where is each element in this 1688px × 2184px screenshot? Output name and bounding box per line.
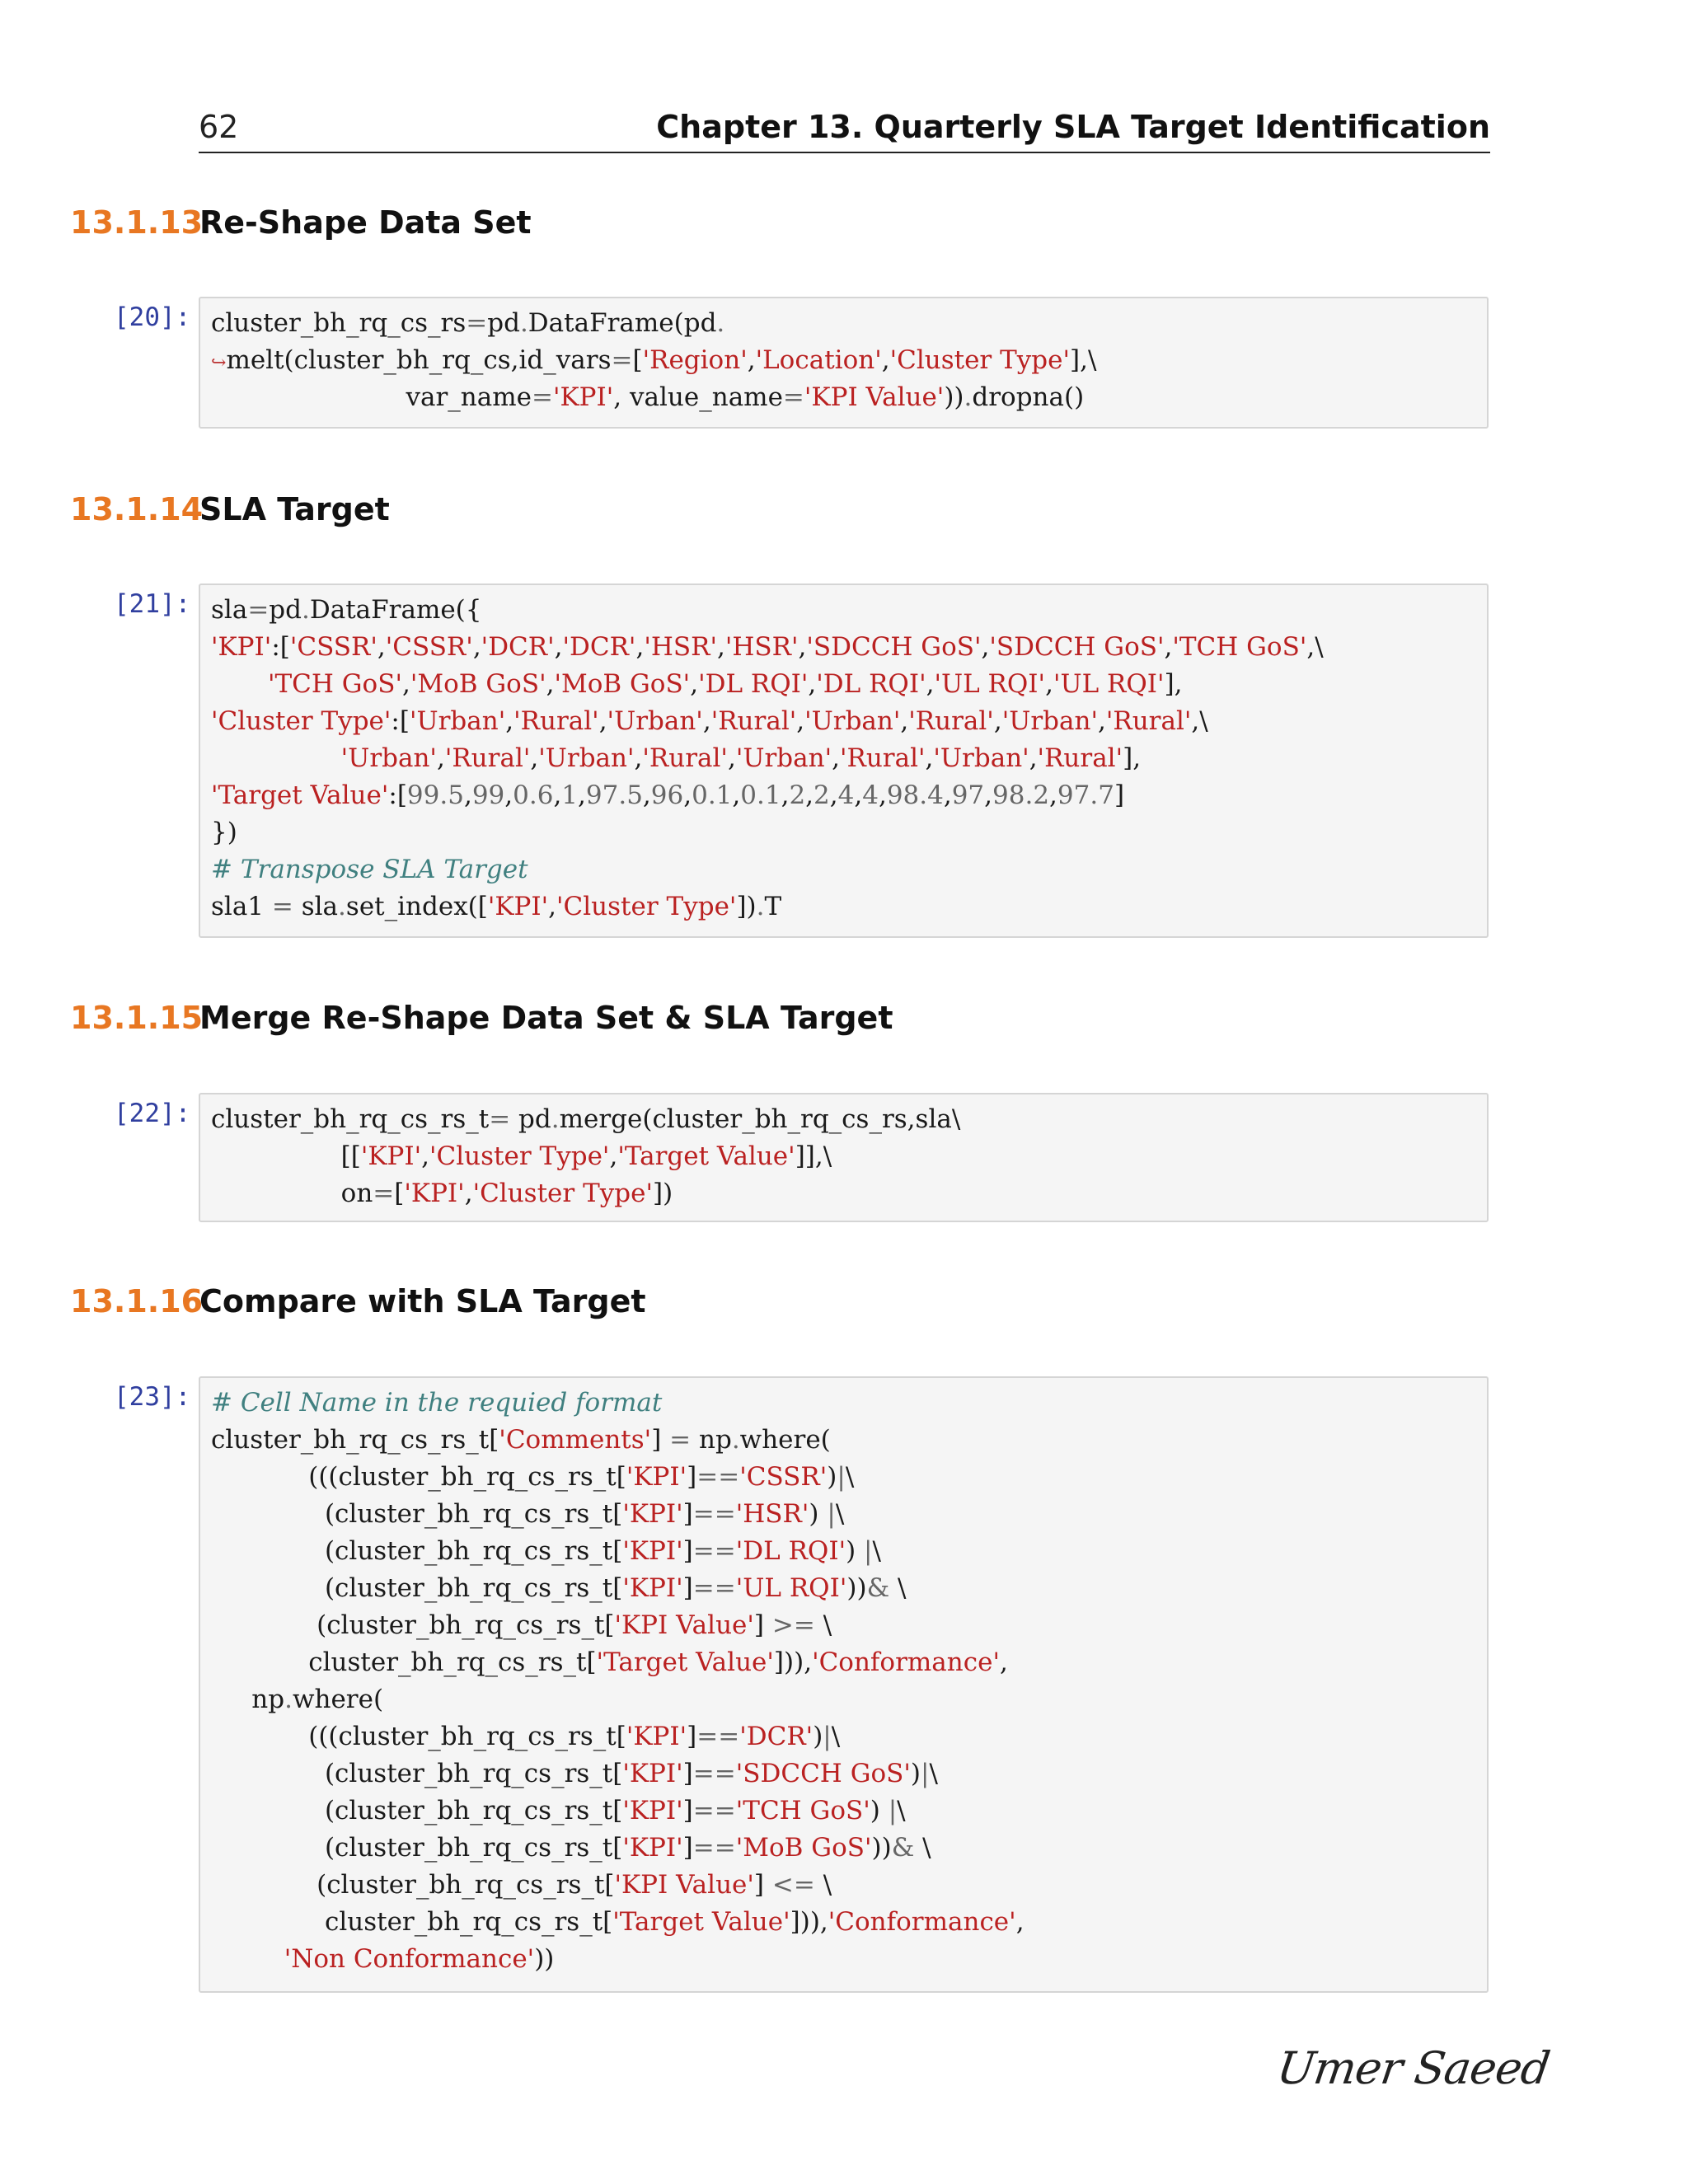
code-line: cluster_bh_rq_cs_rs_t= pd.merge(cluster_bh_rq_cs_rs,sla\ [211, 1104, 961, 1134]
code-cell[interactable] [199, 583, 1489, 938]
code-line: 'Non Conformance')) [284, 1944, 555, 1974]
code-line: 'TCH GoS','MoB GoS','MoB GoS','DL RQI','DL RQI','UL RQI','UL RQI'], [267, 669, 1183, 699]
code-line: (cluster_bh_rq_cs_rs_t['KPI']=='TCH GoS') |\ [211, 1796, 906, 1825]
code-line: cluster_bh_rq_cs_rs_t['Target Value'])),'Conformance', [211, 1647, 1008, 1677]
code-line: sla=pd.DataFrame({ [211, 595, 482, 625]
code-line: ↪melt(cluster_bh_rq_cs,id_vars=['Region','Location','Cluster Type'],\ [211, 345, 1097, 375]
code-line: on=['KPI','Cluster Type']) [211, 1179, 673, 1208]
code-line: # Cell Name in the requied format [211, 1388, 663, 1418]
cell-prompt: [21]: [114, 589, 191, 619]
code-line: 'KPI':['CSSR','CSSR','DCR','DCR','HSR','HSR','SDCCH GoS','SDCCH GoS','TCH GoS',\ [211, 632, 1324, 662]
code-line: # Transpose SLA Target [211, 855, 528, 884]
code-cell[interactable] [199, 297, 1489, 429]
code-line: cluster_bh_rq_cs_rs_t['Target Value'])),'Conformance', [211, 1907, 1025, 1937]
code-line: [['KPI','Cluster Type','Target Value']],\ [211, 1141, 832, 1171]
code-line: 'Target Value':[99.5,99,0.6,1,97.5,96,0.1,0.1,2,2,4,4,98.4,97,98.2,97.7] [211, 780, 1125, 810]
code-line: 'Urban','Rural','Urban','Rural','Urban','Rural','Urban','Rural'], [340, 743, 1142, 773]
code-line: (cluster_bh_rq_cs_rs_t['KPI']=='MoB GoS'))& \ [211, 1833, 931, 1863]
section-title: SLA Target [199, 491, 390, 527]
page-header [199, 109, 1490, 153]
chapter-title: Chapter 13. Quarterly SLA Target Identification [656, 109, 1490, 145]
code-cell[interactable] [199, 1093, 1489, 1222]
section-number: 13.1.14 [70, 491, 204, 527]
code-line: (cluster_bh_rq_cs_rs_t['KPI']=='UL RQI'))& \ [211, 1573, 907, 1603]
code-block [211, 1101, 960, 1212]
page-number: 62 [199, 109, 239, 145]
code-line: cluster_bh_rq_cs_rs=pd.DataFrame(pd. [211, 308, 725, 338]
section-number: 13.1.15 [70, 1000, 204, 1036]
code-line: (((cluster_bh_rq_cs_rs_t['KPI']=='DCR')|\ [211, 1722, 841, 1751]
code-line: (cluster_bh_rq_cs_rs_t['KPI']=='HSR') |\ [211, 1499, 845, 1529]
code-line: cluster_bh_rq_cs_rs_t['Comments'] = np.where( [211, 1425, 831, 1455]
code-line: (((cluster_bh_rq_cs_rs_t['KPI']=='CSSR')|\ [211, 1462, 855, 1492]
code-line: (cluster_bh_rq_cs_rs_t['KPI Value'] <= \ [211, 1870, 832, 1900]
section-title: Re-Shape Data Set [199, 204, 532, 241]
code-line: }) [211, 818, 237, 847]
cell-prompt: [20]: [114, 302, 191, 332]
section-title: Merge Re-Shape Data Set & SLA Target [199, 1000, 893, 1036]
code-line: (cluster_bh_rq_cs_rs_t['KPI']=='DL RQI') |\ [211, 1536, 881, 1566]
code-line: (cluster_bh_rq_cs_rs_t['KPI Value'] >= \ [211, 1610, 832, 1640]
code-cell[interactable] [199, 1376, 1489, 1993]
code-line: var_name='KPI', value_name='KPI Value')).dropna() [211, 382, 1085, 412]
author-signature: Umer Saeed [1273, 2042, 1553, 2094]
cell-prompt: [23]: [114, 1382, 191, 1412]
code-line: sla1 = sla.set_index(['KPI','Cluster Type']).T [211, 892, 782, 921]
code-block [211, 592, 1324, 926]
code-block [211, 305, 1096, 416]
code-line: (cluster_bh_rq_cs_rs_t['KPI']=='SDCCH GoS')|\ [211, 1759, 938, 1788]
section-title: Compare with SLA Target [199, 1283, 646, 1319]
cell-prompt: [22]: [114, 1099, 191, 1128]
section-number: 13.1.13 [70, 204, 204, 241]
section-number: 13.1.16 [70, 1283, 204, 1319]
code-line: np.where( [211, 1685, 384, 1714]
code-line: 'Cluster Type':['Urban','Rural','Urban','Rural','Urban','Rural','Urban','Rural',\ [211, 706, 1208, 736]
code-block [211, 1385, 1025, 1978]
